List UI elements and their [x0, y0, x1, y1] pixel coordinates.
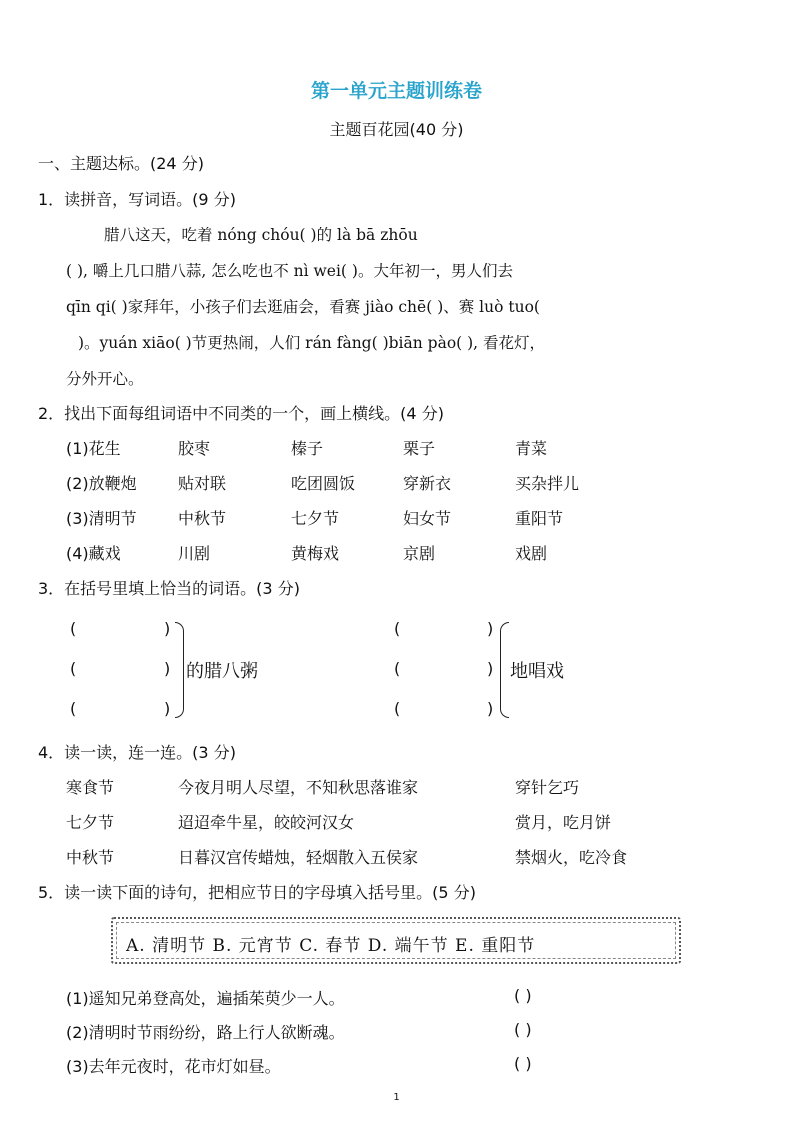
q2-row-4-item-5: 戏剧 [515, 544, 548, 563]
q2-row-3-item-3: 七夕节 [291, 509, 340, 528]
section-heading: 一、主题达标。(24 分) [38, 154, 204, 173]
q2-row-4-item-3: 黄梅戏 [291, 544, 340, 563]
question-4-label: 4．读一读，连一连。(3 分) [38, 743, 236, 762]
question-5-label: 5．读一读下面的诗句，把相应节日的字母填入括号里。(5 分) [38, 883, 476, 902]
q3-right-blank-2-open: ( [394, 659, 401, 678]
q5-options: A. 清明节 B. 元宵节 C. 春节 D. 端午节 E. 重阳节 [126, 936, 536, 956]
page-number: 1 [393, 1092, 400, 1103]
q4-custom-1: 穿针乞巧 [515, 778, 580, 797]
q2-row-1-item-5: 青菜 [515, 439, 548, 458]
q2-row-2-item-2: 贴对联 [178, 474, 227, 493]
question-2-label: 2．找出下面每组词语中不同类的一个，画上横线。(4 分) [38, 404, 444, 423]
q5-item-2-blank: ( ) [514, 1020, 532, 1039]
q2-row-2-item-5: 买杂拌儿 [515, 474, 580, 493]
q4-festival-3: 中秋节 [66, 848, 115, 867]
q3-left-suffix: 的腊八粥 [186, 661, 258, 682]
q5-item-2: (2)清明时节雨纷纷，路上行人欲断魂。 [66, 1023, 345, 1042]
q3-right-blank-2-close: ) [487, 659, 494, 678]
q1-line-3: qīn qi( )家拜年，小孩子们去逛庙会，看赛 jiào chē( )、赛 luò tuo( [66, 298, 540, 316]
q3-left-blank-2-close: ) [164, 659, 171, 678]
q5-item-3-blank: ( ) [514, 1054, 532, 1073]
q4-poem-1: 今夜月明人尽望，不知秋思落谁家 [178, 778, 419, 797]
question-1-label: 1．读拼音，写词语。(9 分) [38, 190, 236, 209]
q5-item-1-blank: ( ) [514, 986, 532, 1005]
q2-row-3-item-2: 中秋节 [178, 509, 227, 528]
question-3-label: 3．在括号里填上恰当的词语。(3 分) [38, 579, 300, 598]
q2-row-4-item-2: 川剧 [178, 544, 211, 563]
q2-row-4-item-4: 京剧 [403, 544, 436, 563]
q3-right-blank-1-open: ( [394, 619, 401, 638]
q2-row-1-item-4: 栗子 [403, 439, 436, 458]
q2-row-1-item-1: (1)花生 [66, 439, 121, 458]
q1-line-4: )。yuán xiāo( )节更热闹，人们 rán fàng( )biān pào( ), 看花灯， [78, 334, 546, 352]
q4-poem-3: 日暮汉宫传蜡烛，轻烟散入五侯家 [178, 848, 419, 867]
q4-custom-2: 赏月，吃月饼 [515, 813, 612, 832]
q2-row-2-item-3: 吃团圆饭 [291, 474, 356, 493]
q3-left-blank-1-open: ( [70, 619, 77, 638]
q3-right-suffix: 地唱戏 [510, 661, 564, 682]
q3-right-blank-3-open: ( [394, 699, 401, 718]
q2-row-1-item-2: 胶枣 [178, 439, 211, 458]
q1-line-1: 腊八这天，吃着 nóng chóu( )的 là bā zhōu [104, 226, 418, 244]
q3-left-blank-3-close: ) [164, 699, 171, 718]
q3-right-blank-1-close: ) [487, 619, 494, 638]
q5-item-3: (3)去年元夜时，花市灯如昼。 [66, 1057, 281, 1076]
q3-left-blank-2-open: ( [70, 659, 77, 678]
q5-item-1: (1)遥知兄弟登高处，遍插茱萸少一人。 [66, 989, 345, 1008]
q1-line-5: 分外开心。 [66, 370, 144, 388]
q2-row-3-item-4: 妇女节 [403, 509, 452, 528]
q3-left-brace [175, 622, 184, 718]
q4-festival-1: 寒食节 [66, 778, 115, 797]
q2-row-4-item-1: (4)藏戏 [66, 544, 121, 563]
q4-custom-3: 禁烟火，吃冷食 [515, 848, 628, 867]
q1-line-2: ( ), 嚼上几口腊八蒜, 怎么吃也不 nì wei( )。大年初一，男人们去 [66, 262, 513, 280]
q3-right-brace [500, 622, 509, 718]
page-subtitle: 主题百花园(40 分) [329, 120, 464, 139]
q2-row-3-item-5: 重阳节 [515, 509, 564, 528]
q2-row-2-item-1: (2)放鞭炮 [66, 474, 137, 493]
q3-right-blank-3-close: ) [487, 699, 494, 718]
q2-row-3-item-1: (3)清明节 [66, 509, 137, 528]
q3-left-blank-1-close: ) [164, 619, 171, 638]
q2-row-2-item-4: 穿新衣 [403, 474, 452, 493]
q4-poem-2: 迢迢牵牛星，皎皎河汉女 [178, 813, 355, 832]
q2-row-1-item-3: 榛子 [291, 439, 324, 458]
q3-left-blank-3-open: ( [70, 699, 77, 718]
page-title: 第一单元主题训练卷 [310, 80, 482, 102]
q4-festival-2: 七夕节 [66, 813, 115, 832]
